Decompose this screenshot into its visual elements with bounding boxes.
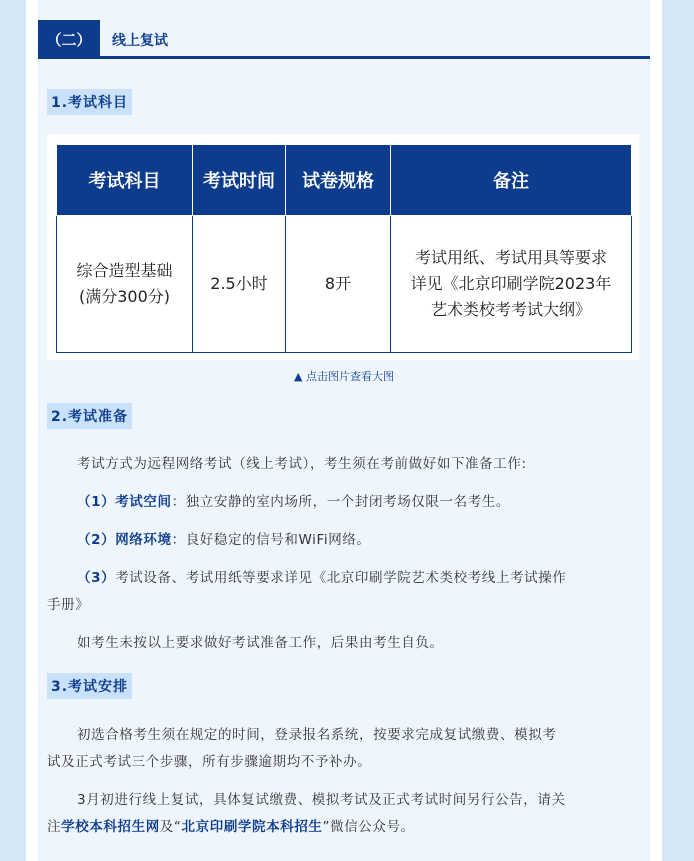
table-header: 考试科目 (57, 145, 193, 216)
view-large-image-hint[interactable]: ▲ 点击图片查看大图 (294, 370, 394, 383)
note-line: 考试用纸、考试用具等要求 (414, 248, 607, 267)
prep-item-text: 考试设备、考试用纸等要求详见《北京印刷学院艺术类校考线上考试操作 (115, 570, 567, 586)
prep-item-label: （1）考试空间 (77, 494, 172, 510)
exam-table (56, 144, 632, 353)
arrangement-text: 及“ (159, 819, 182, 835)
table-cell-note (391, 216, 632, 353)
wechat-account-link[interactable]: 北京印刷学院本科招生 (181, 819, 323, 835)
table-header: 考试时间 (193, 145, 286, 216)
arrangement-text: ”微信公众号。 (322, 819, 415, 835)
table-cell-subject (57, 216, 193, 353)
prep-intro-text: 考试方式为远程网络考试（线上考试），考生须在考前做好如下准备工作: (77, 456, 527, 472)
subject-score: (满分300分) (78, 287, 171, 306)
subheading-exam-subject: 1.考试科目 (47, 89, 132, 115)
note-line: 详见《北京印刷学院2023年 (410, 274, 612, 293)
prep-item-label: （2）网络环境 (77, 532, 172, 548)
arrangement-text: 3月初进行线上复试，具体复试缴费、模拟考试及正式考试时间另行公告，请关 (77, 792, 566, 808)
prep-item-2 (47, 527, 642, 554)
prep-intro (47, 451, 642, 478)
section-divider (38, 56, 650, 59)
prep-item-3 (47, 565, 642, 619)
section-title: 线上复试 (112, 33, 168, 49)
arrangement-paragraph-2 (47, 787, 642, 841)
prep-item-text: 手册》 (47, 597, 90, 613)
admissions-website-link[interactable]: 学校本科招生网 (61, 819, 160, 835)
arrangement-paragraph-1 (47, 722, 642, 776)
prep-item-label: （3） (77, 570, 116, 586)
subheading-exam-arrangement: 3.考试安排 (47, 673, 132, 699)
table-header-row (57, 145, 632, 216)
prep-item-1 (47, 489, 642, 516)
table-header: 试卷规格 (286, 145, 391, 216)
subject-name: 综合造型基础 (76, 261, 173, 280)
subheading-exam-prep: 2.考试准备 (47, 403, 132, 429)
note-line: 艺术类校考考试大纲》 (430, 300, 591, 319)
prep-outro (47, 630, 642, 657)
section-number: （二） (38, 20, 100, 58)
exam-table-image[interactable] (47, 134, 639, 360)
prep-item-text: ：良好稳定的信号和WiFi网络。 (171, 532, 371, 548)
table-header: 备注 (391, 145, 632, 216)
table-cell-time: 2.5小时 (193, 216, 286, 353)
section-header (38, 20, 650, 58)
prep-outro-text: 如考生未按以上要求做好考试准备工作，后果由考生自负。 (77, 635, 444, 651)
article-body (38, 0, 650, 861)
arrangement-text: 注 (47, 819, 62, 835)
table-row (57, 216, 632, 353)
table-cell-paper: 8开 (286, 216, 391, 353)
article-page (26, 0, 662, 861)
arrangement-text: 初选合格考生须在规定的时间，登录报名系统，按要求完成复试缴费、模拟考 (77, 727, 557, 743)
arrangement-text: 试及正式考试三个步骤，所有步骤逾期均不予补办。 (47, 754, 372, 770)
prep-item-text: ：独立安静的室内场所，一个封闭考场仅限一名考生。 (171, 494, 510, 510)
